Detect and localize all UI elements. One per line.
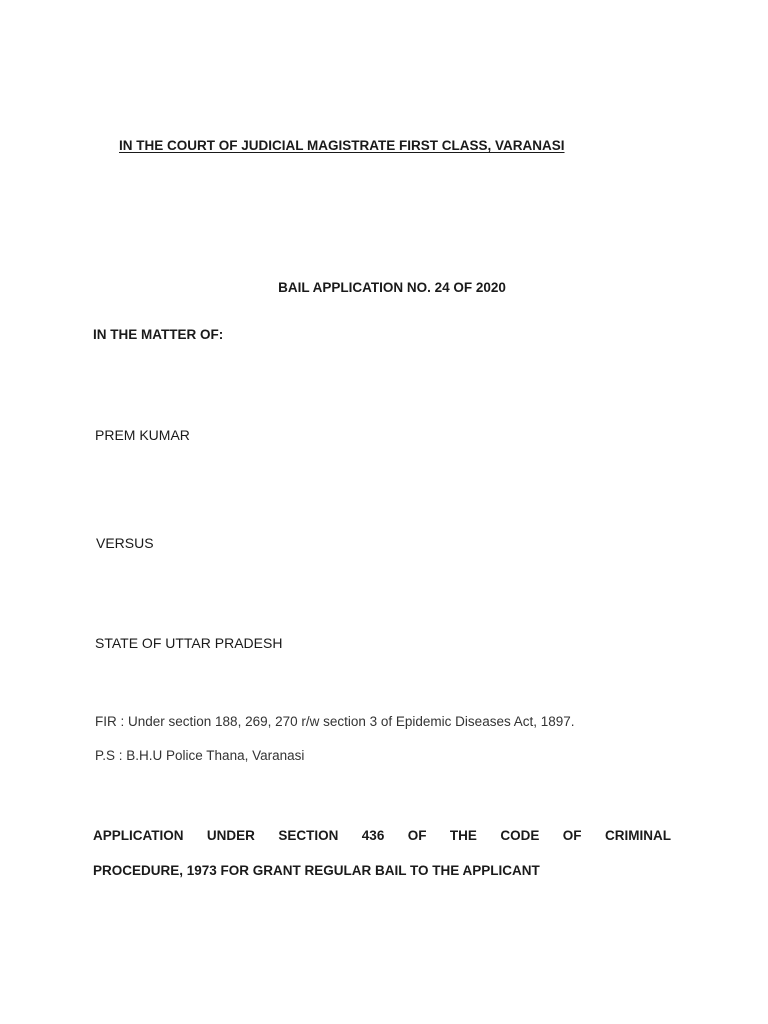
application-title-word: CODE [500,828,540,843]
respondent-name: STATE OF UTTAR PRADESH [95,635,283,651]
application-title-word: UNDER [206,828,255,843]
petitioner-name: PREM KUMAR [95,427,190,443]
application-title-word: APPLICATION [93,828,184,843]
police-station-details: P.S : B.H.U Police Thana, Varanasi [95,748,305,763]
versus-label: VERSUS [96,535,154,551]
application-title-line-1 [93,828,671,843]
case-number-heading: BAIL APPLICATION NO. 24 OF 2020 [278,280,506,295]
application-title-word: SECTION [278,828,339,843]
application-title-word: THE [449,828,477,843]
court-title: IN THE COURT OF JUDICIAL MAGISTRATE FIRST CLASS, VARANASI [119,138,565,153]
application-title-word: 436 [361,828,385,843]
application-title-line-2: PROCEDURE, 1973 FOR GRANT REGULAR BAIL TO THE APPLICANT [93,863,540,878]
application-title-word: CRIMINAL [604,828,671,843]
matter-heading: IN THE MATTER OF: [93,327,224,342]
application-title-word: OF [407,828,427,843]
application-title-word: OF [562,828,582,843]
fir-details: FIR : Under section 188, 269, 270 r/w section 3 of Epidemic Diseases Act, 1897. [95,714,575,729]
